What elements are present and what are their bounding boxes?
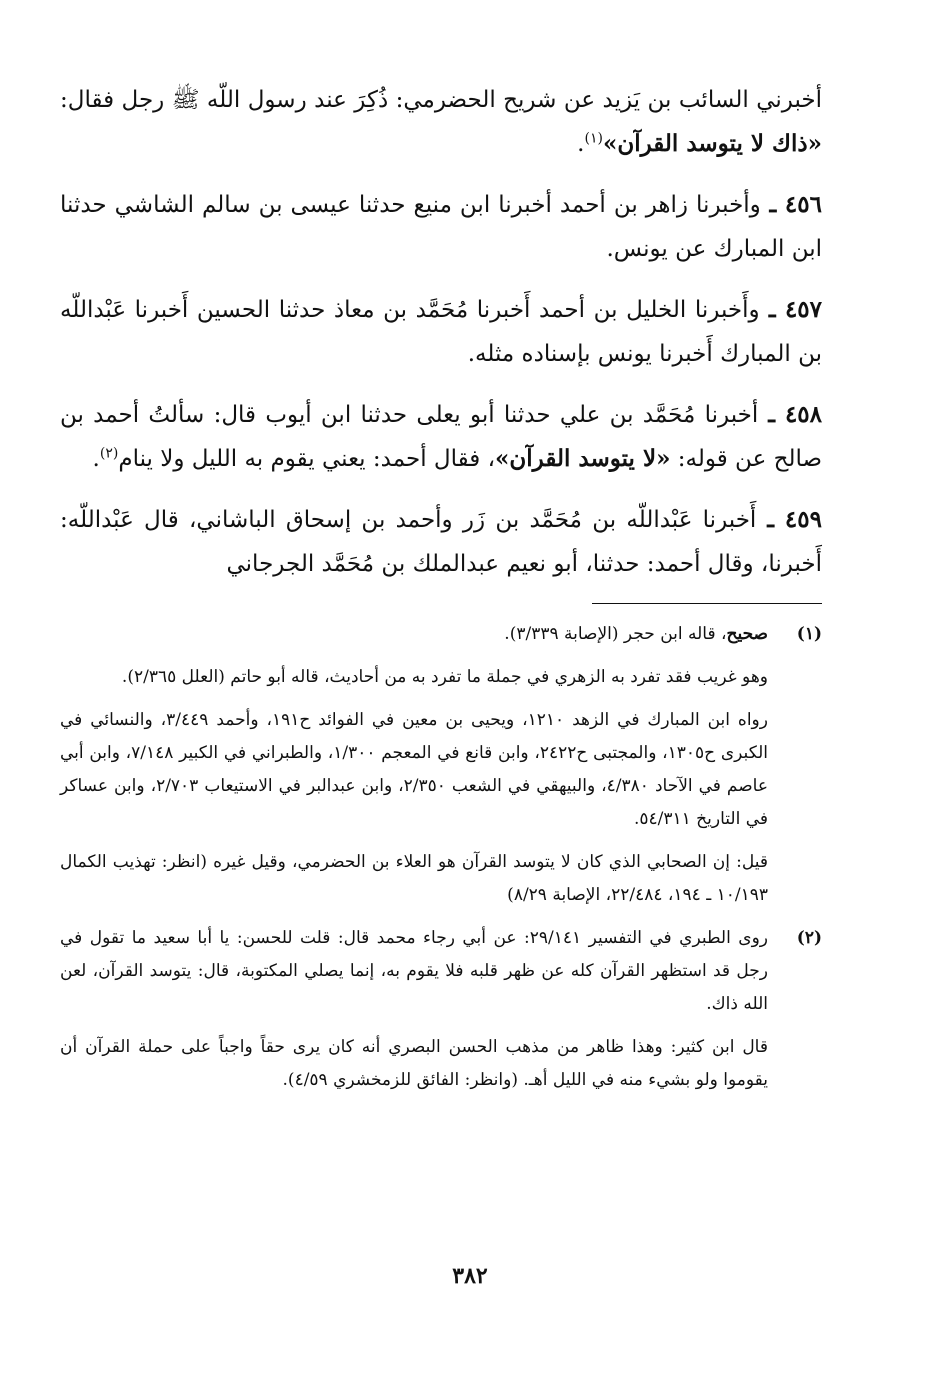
footnote-1 [60, 618, 822, 922]
hadith-number: ٤٥٦ ـ [760, 191, 822, 218]
quoted-hadith: «ذاك لا يتوسد القرآن» [602, 130, 822, 157]
text-segment: ، قاله ابن حجر (الإصابة ٣/٣٣٩). [504, 624, 727, 644]
footnote-mark: (١) [796, 624, 822, 644]
text-segment: وأَخبرنا الخليل بن أحمد أَخبرنا مُحَمَّد بن معاذ حدثنا الحسين أَخبرنا عَبْداللّه بن المبارك أَخبرنا يونس بإسناده مثله. [60, 297, 822, 367]
footnote-ref-1[interactable]: (١) [584, 130, 603, 147]
text-segment: أَخبرنا عَبْداللّه بن مُحَمَّد بن زَر وأحمد بن إسحاق الباشاني، قال عَبْداللّه: أَخبرنا، وقال أحمد: حدثنا، أبو نعيم عبدالملك بن مُحَمَّد الجرجاني [60, 507, 822, 577]
quoted-hadith: «لا يتوسد القرآن» [495, 445, 671, 472]
paragraph-458 [60, 393, 822, 481]
footnote-paragraph [60, 661, 768, 694]
text-segment: قيل: إن الصحابي الذي كان لا يتوسد القرآن هو العلاء بن الحضرمي، وقيل غيره (انظر: تهذيب الكمال ١٠/١٩٣ ـ ١٩٤، ٢٢/٤٨٤، الإصابة ٨/٢٩) [60, 852, 768, 905]
text-segment: . [92, 446, 100, 472]
footnotes [60, 618, 822, 1107]
footnote-paragraph [60, 618, 768, 651]
page-number: ٣٨٢ [452, 1263, 488, 1289]
text-segment: أخبرني السائب بن يَزيد عن شريح الحضرمي: ذُكِرَ عند رسول اللّه ﷺ رجل فقال: [60, 87, 822, 113]
footnote-paragraph [60, 1031, 768, 1097]
text-segment: رواه ابن المبارك في الزهد ١٢١٠، ويحيى بن معين في الفوائد ح١٩١، وأحمد ٣/٤٤٩، والنسائي في الكبرى ح١٣٠٥، والمجتبى ح٢٤٢٢، وابن قانع في المعجم ١/٣٠٠، والطبراني في الكبير ٧/١٤٨، وابن أبي عاصم في الآحاد ٤/٣٨٠، والبيهقي في الشعب ٢/٣٥٠، وابن عبدالبر في الاستيعاب ٢/٧٠٣، وابن عساكر في التاريخ ٥٤/٣١١. [60, 710, 768, 829]
footnote-ref-2[interactable]: (٢) [99, 445, 119, 462]
footnote-mark: (٢) [796, 928, 822, 948]
footnote-body [60, 618, 768, 922]
text-segment: وأخبرنا زاهر بن أحمد أخبرنا ابن منيع حدثنا عيسى بن سالم الشاشي حدثنا ابن المبارك عن يونس. [60, 192, 822, 262]
text-segment: قال ابن كثير: وهذا ظاهر من مذهب الحسن البصري أنه كان يرى حقاً واجباً على حملة القرآن أن يقوموا ولو بشيء منه في الليل أهـ. (وانظر: الفائق للزمخشري ٤/٥٩). [60, 1037, 768, 1090]
footnote-separator [592, 603, 822, 604]
text-segment: أخبرنا مُحَمَّد بن علي حدثنا أبو يعلى حدثنا ابن أيوب قال: سألتُ أحمد بن صالح عن قوله: [60, 402, 822, 472]
paragraph-continuation [60, 78, 822, 166]
hadith-number: ٤٥٧ ـ [759, 296, 822, 323]
footnote-paragraph [60, 922, 768, 1021]
text-segment: . [577, 131, 585, 157]
footnote-paragraph [60, 704, 768, 836]
paragraph-456 [60, 183, 822, 271]
text-segment: روى الطبري في التفسير ٢٩/١٤١: عن أبي رجاء محمد قال: قلت للحسن: يا أبا سعيد ما تقول في رجل قد استظهر القرآن كله عن ظهر قلبه فلا يقوم به، إنما يصلي المكتوبة، قال: يتوسد القرآن، لعن الله ذاك. [60, 928, 768, 1014]
main-text [60, 78, 822, 586]
hadith-number: ٤٥٨ ـ [758, 401, 822, 428]
grading-label: صحيح [726, 624, 768, 644]
paragraph-457 [60, 288, 822, 376]
footnote-2 [60, 922, 822, 1107]
hadith-number: ٤٥٩ ـ [756, 506, 822, 533]
paragraph-459 [60, 498, 822, 586]
text-segment: ، فقال أحمد: يعني يقوم به الليل ولا ينام [118, 446, 495, 472]
footnote-body [60, 922, 768, 1107]
footnote-paragraph [60, 846, 768, 912]
text-segment: وهو غريب فقد تفرد به الزهري في جملة ما تفرد به من أحاديث، قاله أبو حاتم (العلل ٢/٣٦٥). [121, 667, 768, 687]
